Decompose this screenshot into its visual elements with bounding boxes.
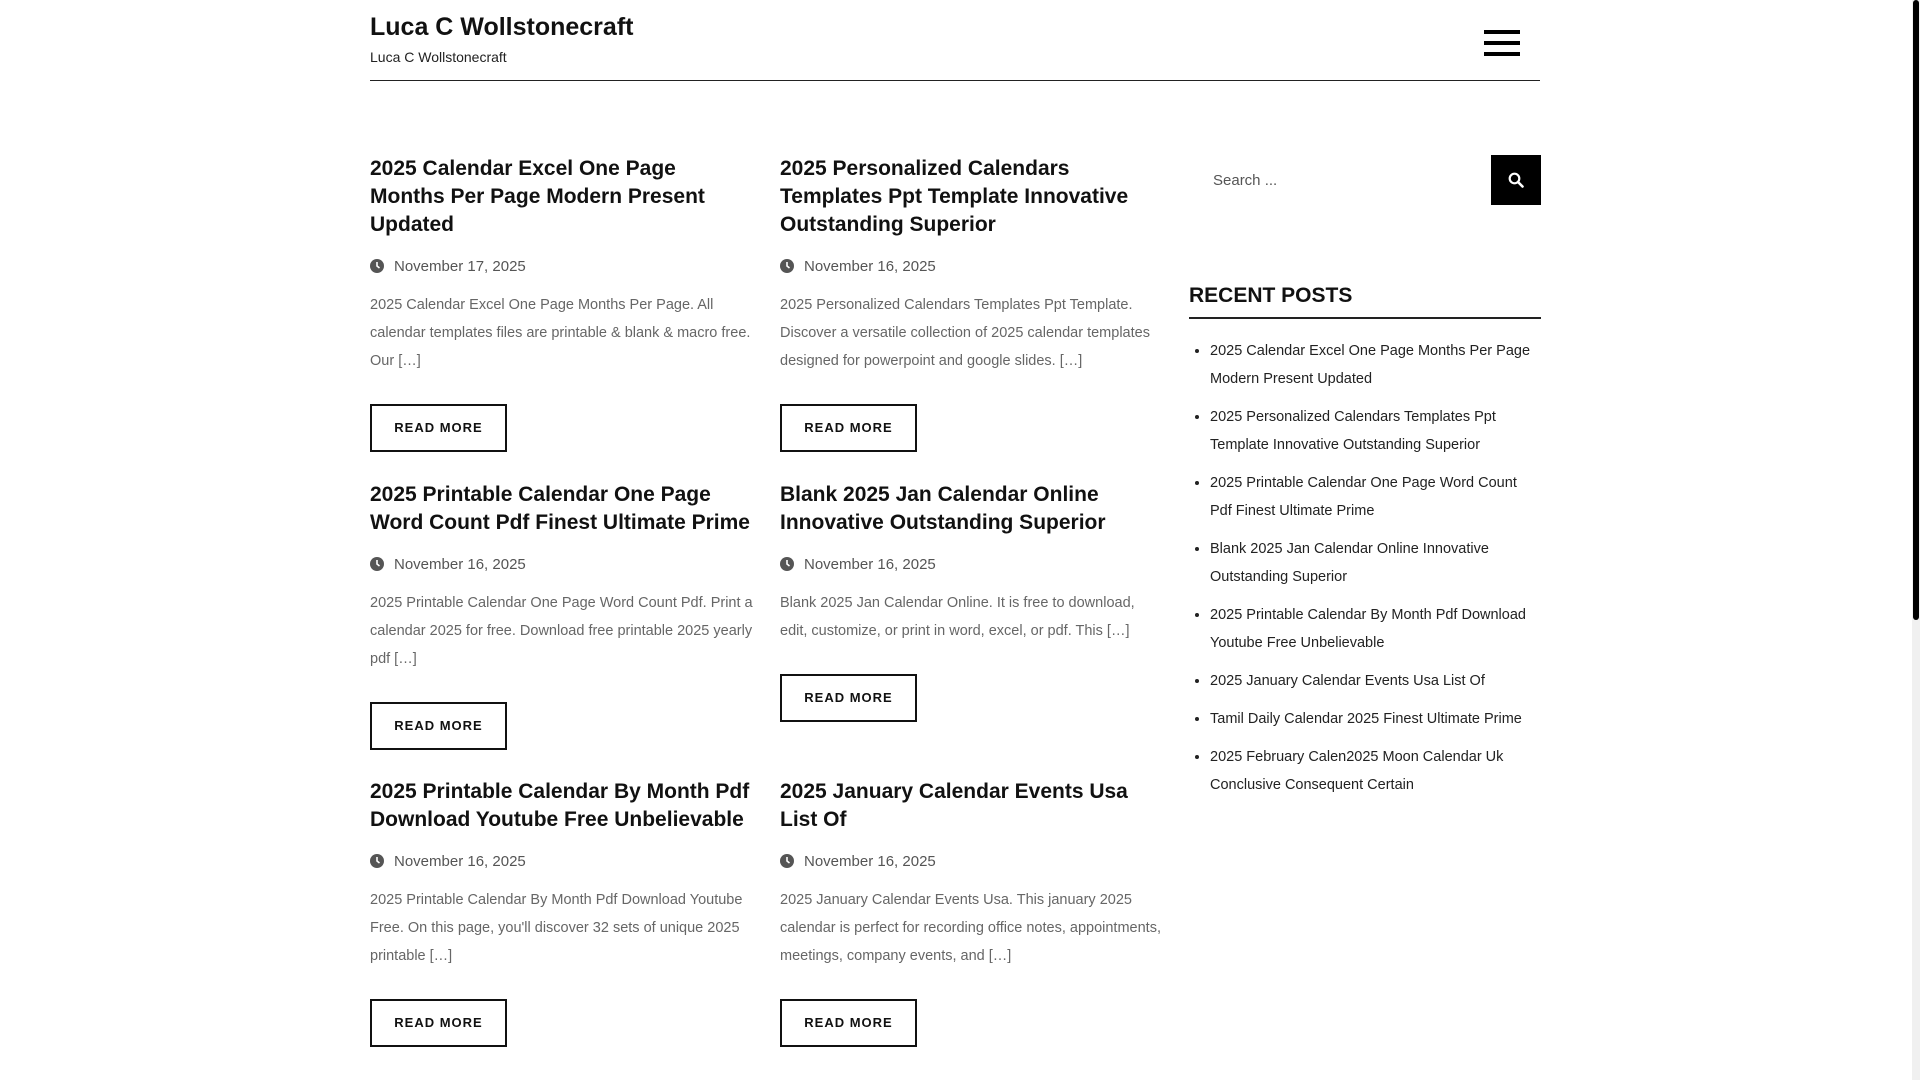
recent-post-item <box>1210 337 1541 393</box>
recent-post-link[interactable]: 2025 January Calendar Events Usa List Of <box>1210 673 1485 689</box>
post-title[interactable]: 2025 Personalized Calendars Templates Ppt Template Innovative Outstanding Superior <box>780 157 1129 236</box>
recent-post-item <box>1210 705 1541 733</box>
recent-post-item <box>1210 601 1541 657</box>
post-title[interactable]: Blank 2025 Jan Calendar Online Innovative Outstanding Superior <box>780 483 1106 534</box>
read-more-button[interactable]: READ MORE <box>780 674 917 722</box>
post-excerpt: Blank 2025 Jan Calendar Online. It is free to download, edit, customize, or print in word, excel, or pdf. This […] <box>780 595 1135 639</box>
search-input[interactable] <box>1189 155 1491 205</box>
recent-post-link[interactable]: 2025 Personalized Calendars Templates Ppt Template Innovative Outstanding Superior <box>1210 409 1496 453</box>
read-more-button[interactable]: READ MORE <box>370 999 507 1047</box>
site-title[interactable]: Luca C Wollstonecraft <box>370 13 634 41</box>
hamburger-icon-bar <box>1484 30 1520 34</box>
clock-icon <box>780 259 794 273</box>
recent-post-link[interactable]: 2025 Calendar Excel One Page Months Per Page Modern Present Updated <box>1210 343 1531 387</box>
post-title[interactable]: 2025 Calendar Excel One Page Months Per Page Modern Present Updated <box>370 157 705 236</box>
post-excerpt: 2025 Printable Calendar By Month Pdf Download Youtube Free. On this page, you'll discover 32 sets of unique 2025 printable […] <box>370 892 743 964</box>
post-title[interactable]: 2025 January Calendar Events Usa List Of <box>780 780 1128 831</box>
post-meta <box>370 554 755 574</box>
recent-post-item <box>1210 535 1541 591</box>
post-card <box>780 481 1165 722</box>
post-title[interactable]: 2025 Printable Calendar By Month Pdf Download Youtube Free Unbelievable <box>370 780 750 831</box>
post-title[interactable]: 2025 Printable Calendar One Page Word Count Pdf Finest Ultimate Prime <box>370 483 750 534</box>
post-card <box>370 155 755 452</box>
site-header <box>370 0 1540 81</box>
post-meta <box>370 851 755 871</box>
recent-post-item <box>1210 469 1541 525</box>
post-date[interactable]: November 16, 2025 <box>394 852 526 870</box>
recent-posts-heading: RECENT POSTS <box>1189 284 1541 319</box>
post-excerpt: 2025 Printable Calendar One Page Word Count Pdf. Print a calendar 2025 for free. Download free printable 2025 yearly pdf […] <box>370 595 753 667</box>
recent-post-link[interactable]: 2025 February Calen2025 Moon Calendar Uk Conclusive Consequent Certain <box>1210 749 1504 793</box>
page-scrollbar[interactable] <box>1912 0 1920 1080</box>
recent-post-item <box>1210 667 1541 695</box>
recent-post-link[interactable]: Tamil Daily Calendar 2025 Finest Ultimate Prime <box>1210 711 1522 727</box>
search-form <box>1189 155 1541 207</box>
hamburger-icon-bar <box>1484 52 1520 56</box>
post-meta <box>370 256 755 276</box>
recent-post-link[interactable]: 2025 Printable Calendar One Page Word Count Pdf Finest Ultimate Prime <box>1210 475 1517 519</box>
post-date[interactable]: November 16, 2025 <box>804 852 936 870</box>
clock-icon <box>370 259 384 273</box>
read-more-button[interactable]: READ MORE <box>780 404 917 452</box>
site-description: Luca C Wollstonecraft <box>370 49 507 65</box>
post-date[interactable]: November 16, 2025 <box>804 257 936 275</box>
post-excerpt: 2025 January Calendar Events Usa. This january 2025 calendar is perfect for recording office notes, appointments, meetings, company events, and […] <box>780 892 1161 964</box>
menu-toggle-button[interactable] <box>1484 30 1520 56</box>
hamburger-icon-bar <box>1484 41 1520 45</box>
post-card <box>780 155 1165 452</box>
recent-posts-list <box>1189 337 1541 799</box>
search-icon <box>1508 172 1524 188</box>
post-date[interactable]: November 16, 2025 <box>394 555 526 573</box>
recent-post-link[interactable]: Blank 2025 Jan Calendar Online Innovative Outstanding Superior <box>1210 541 1489 585</box>
clock-icon <box>780 557 794 571</box>
post-excerpt: 2025 Calendar Excel One Page Months Per Page. All calendar templates files are printable & blank & macro free. Our […] <box>370 297 751 369</box>
read-more-button[interactable]: READ MORE <box>370 404 507 452</box>
post-meta <box>780 554 1165 574</box>
scrollbar-thumb[interactable] <box>1913 0 1919 620</box>
read-more-button[interactable]: READ MORE <box>370 702 507 750</box>
clock-icon <box>370 854 384 868</box>
search-button[interactable] <box>1491 155 1541 205</box>
read-more-button[interactable]: READ MORE <box>780 999 917 1047</box>
recent-post-item <box>1210 403 1541 459</box>
post-meta <box>780 851 1165 871</box>
clock-icon <box>370 557 384 571</box>
post-card <box>370 481 755 750</box>
post-card <box>370 778 755 1047</box>
clock-icon <box>780 854 794 868</box>
recent-post-link[interactable]: 2025 Printable Calendar By Month Pdf Download Youtube Free Unbelievable <box>1210 607 1526 651</box>
post-date[interactable]: November 17, 2025 <box>394 257 526 275</box>
post-excerpt: 2025 Personalized Calendars Templates Ppt Template. Discover a versatile collection of 2025 calendar templates designed for powerpoint and google slides. […] <box>780 297 1150 369</box>
post-meta <box>780 256 1165 276</box>
recent-post-item <box>1210 743 1541 799</box>
post-date[interactable]: November 16, 2025 <box>804 555 936 573</box>
sidebar <box>1189 155 1541 809</box>
post-card <box>780 778 1165 1047</box>
